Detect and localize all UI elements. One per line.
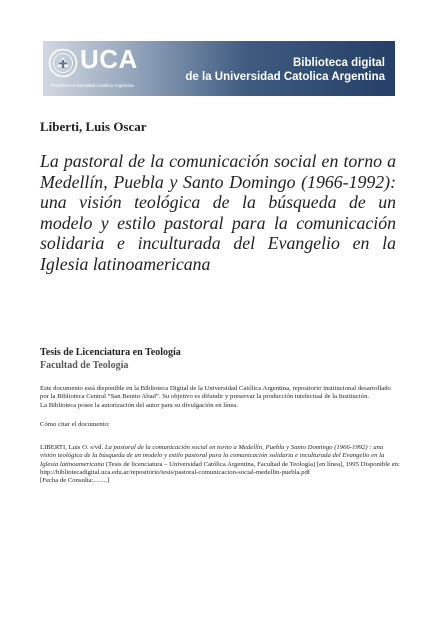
library-title-line2: de la Universidad Catolica Argentina [185, 71, 385, 83]
uca-logo-text: UCA [80, 44, 138, 74]
library-banner [43, 41, 395, 96]
citation-title: La pastoral de la comunicación social en torno a Medellín, Puebla y Santo Domingo (1966-1992) : una visión teológica de la búsqueda de un modelo y estilo pastoral para la comunicación solidaria e inculturada del Evangelio en la Iglesia latinoamericana [40, 444, 385, 468]
availability-notice-text: Este documento está disponible en la Biblioteca Digital de la Universidad Católica Argentina, repositorio institucional desarrollado por la Biblioteca Central “San Benito Abad”. Su objetivo es difundir y preservar la producción intelectual de la Institución. [40, 385, 391, 401]
thesis-type: Tesis de Licenciatura en Teología [40, 347, 181, 358]
citation-access-date: [Fecha de Consulta:........] [40, 477, 110, 485]
availability-notice [40, 385, 400, 410]
document-author: Liberti, Luis Oscar [40, 119, 147, 134]
citation-details: (Tesis de licenciatura – Universidad Católica Argentina, Facultad de Teología) [en línea], 1995 Disponible en: [105, 460, 400, 468]
citation-author: LIBERTI, Luis O. s/vd. [40, 444, 104, 451]
citation-url[interactable]: http://bibliotecadigital.uca.edu.ar/repositorio/tesis/pastoral-comunicacion-social-medellin-puebla.pdf [40, 468, 311, 476]
uca-seal-icon [48, 48, 78, 78]
citation-block [40, 444, 400, 485]
citation-body [40, 444, 400, 469]
faculty-name: Facultad de Teología [40, 360, 129, 371]
uca-logo-subtitle: Pontificia Universidad Católica Argentina [51, 83, 134, 88]
citation-label: Cómo citar el documento: [40, 421, 110, 428]
library-title-line1: Biblioteca digital [292, 57, 385, 69]
authorization-notice-text: La Biblioteca posee la autorización del autor para su divulgación en línea. [40, 401, 238, 409]
document-title: La pastoral de la comunicación social en torno a Medellín, Puebla y Santo Domingo (1966-1992): una visión teológica de la búsqueda de un modelo y estilo pastoral para la comunicación solidaria e inculturada del Evangelio en la Iglesia latinoamericana [40, 151, 396, 274]
